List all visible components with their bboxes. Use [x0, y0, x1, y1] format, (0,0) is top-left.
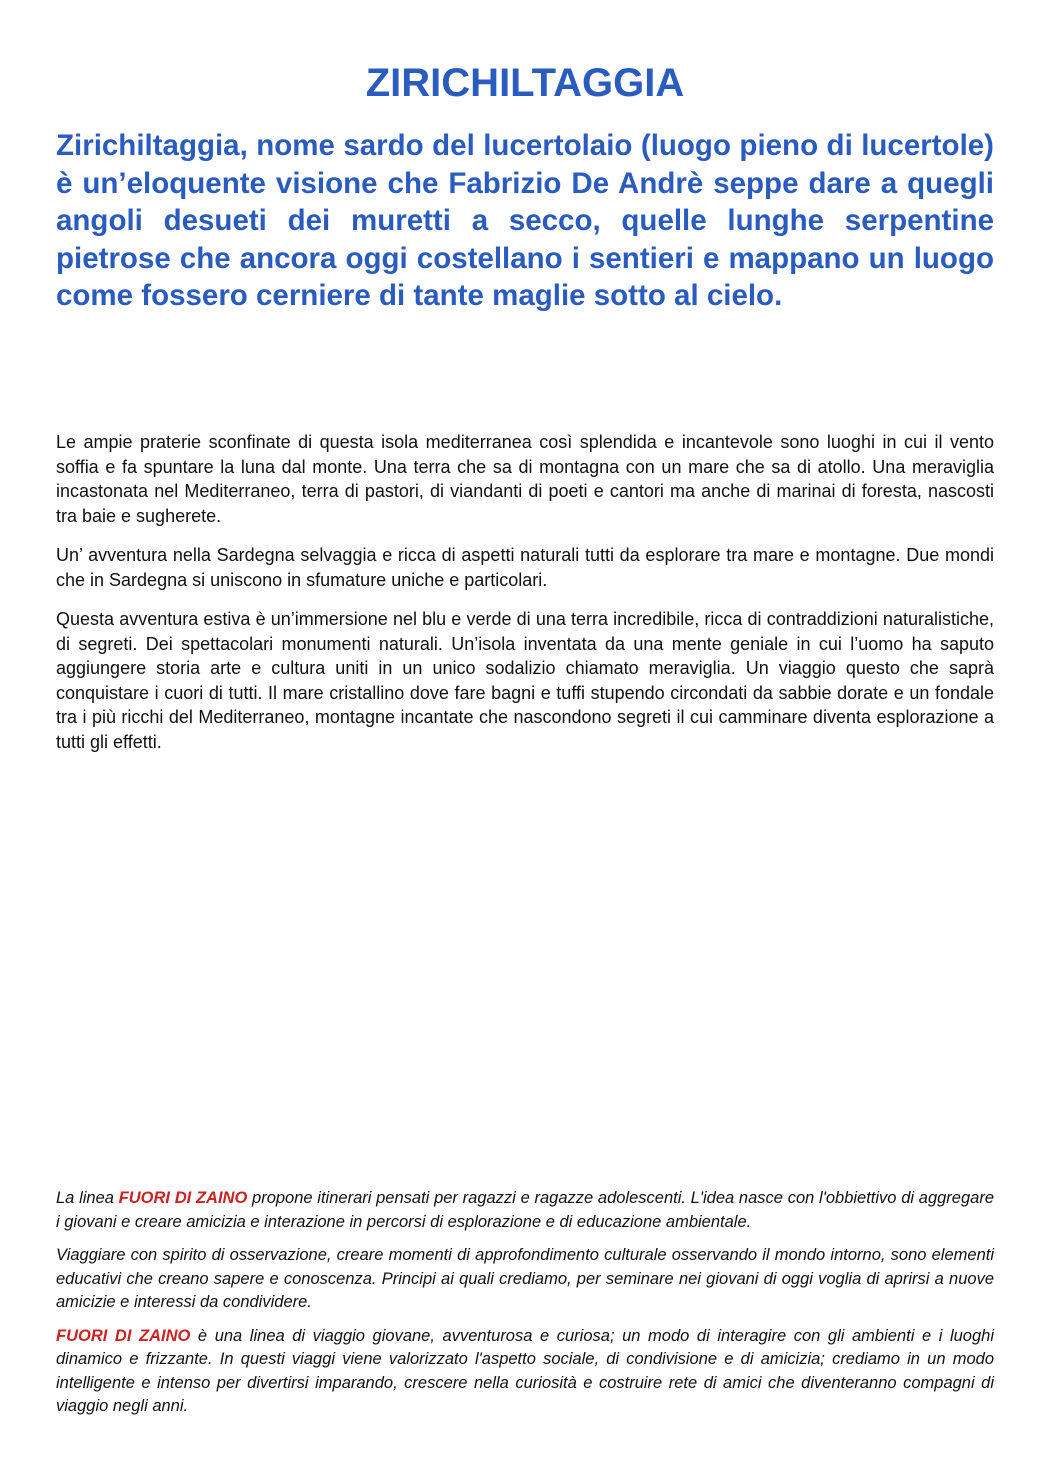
document-title: ZIRICHILTAGGIA	[365, 61, 685, 105]
brand-name: FUORI DI ZAINO	[56, 1326, 191, 1345]
intro-paragraph: Zirichiltaggia, nome sardo del lucertolaio (luogo pieno di lucertole) è un’eloquente visione che Fabrizio De Andrè seppe dare a quegli angoli desueti dei muretti a secco, quelle lunghe serpentine pietrose che ancora oggi costellano i sentieri e mappano un luogo come fossero cerniere di tante maglie sotto al cielo.	[56, 129, 994, 312]
footer-text	[56, 1187, 994, 1429]
brand-name: FUORI DI ZAINO	[118, 1189, 248, 1207]
footer-text-segment: è una linea di viaggio giovane, avventurosa e curiosa; un modo di interagire con gli ambienti e i luoghi dinamico e frizzante. In questi viaggi viene valorizzato l'aspetto sociale, di condivisione e di amicizia; crediamo in un modo intelligente e intenso per divertirsi imparando, crescere nella curiosità e costruire rete di amici che diventeranno compagni di viaggio negli anni.	[56, 1326, 995, 1415]
footer-paragraph: Viaggiare con spirito di osservazione, creare momenti di approfondimento culturale osservando il mondo intorno, sono elementi educativi che creano sapere e conoscenza. Principi ai quali crediamo, per seminare nei giovani di oggi voglia di aprirsi a nuove amicizie e interessi da condividere.	[56, 1246, 994, 1311]
body-paragraph: Un’ avventura nella Sardegna selvaggia e ricca di aspetti naturali tutti da esplorare tra mare e montagne. Due mondi che in Sardegna si uniscono in sfumature uniche e particolari.	[56, 545, 994, 590]
footer-text-segment: La linea	[56, 1189, 119, 1207]
document-page	[56, 0, 994, 1474]
footer-paragraph	[56, 1187, 994, 1234]
body-paragraph: Questa avventura estiva è un’immersione nel blu e verde di una terra incredibile, ricca di contraddizioni naturalistiche, di segreti. Dei spettacolari monumenti naturali. Un’isola inventata da una mente geniale in cui l’uomo ha saputo aggiungere storia arte e cultura uniti in un unico sodalizio chiamato meraviglia. Un viaggio questo che saprà conquistare i cuori di tutti. Il mare cristallino dove fare bagni e tuffi stupendo circondati da sabbie dorate e un fondale tra i più ricchi del Mediterraneo, montagne incantate che nascondono segreti il cui camminare diventa esplorazione a tutti gli effetti.	[56, 609, 994, 752]
body-paragraph: Le ampie praterie sconfinate di questa isola mediterranea così splendida e incantevole sono luoghi in cui il vento soffia e fa spuntare la luna dal monte. Una terra che sa di montagna con un mare che sa di atollo. Una meraviglia incastonata nel Mediterraneo, terra di pastori, di viandanti di poeti e cantori ma anche di marinai di foresta, nascosti tra baie e sugherete.	[56, 432, 994, 526]
footer-paragraph	[56, 1325, 994, 1419]
footer-text-segment: propone itinerari pensati per ragazzi e ragazze adolescenti. L'idea nasce con l'obbiettivo di aggregare i giovani e creare amicizia e interazione in percorsi di esplorazione e di educazione ambientale.	[56, 1189, 994, 1231]
body-text	[56, 430, 994, 769]
